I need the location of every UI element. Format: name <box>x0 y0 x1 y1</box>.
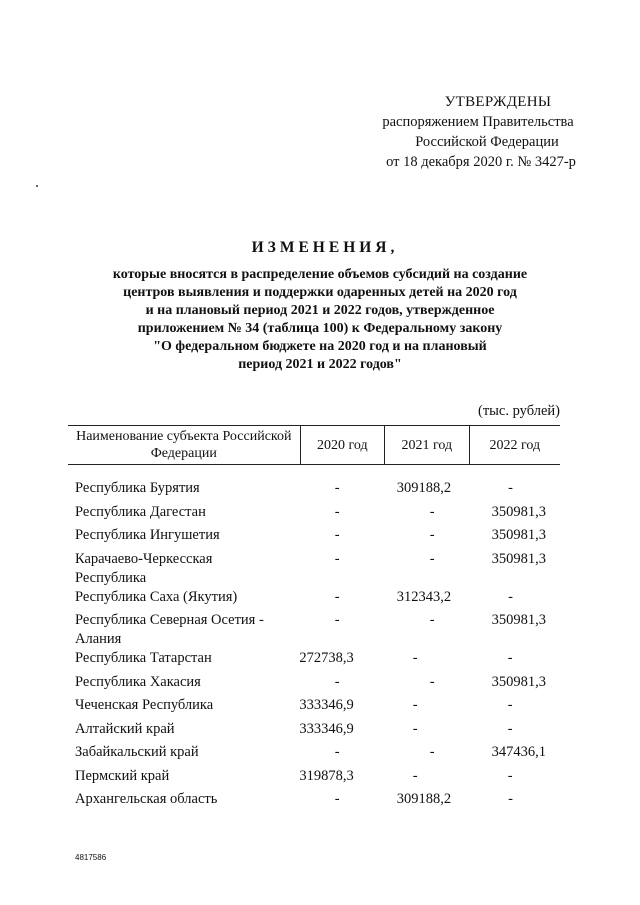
table-row <box>75 767 560 791</box>
value-2021: - <box>429 744 435 760</box>
value-2021: - <box>412 720 418 737</box>
value-2020: - <box>334 744 340 760</box>
region-name: Республика Хакасия <box>75 673 201 690</box>
value-2022: 347436,1 <box>491 744 546 760</box>
value-2020: - <box>334 503 340 520</box>
region-name: Республика Ингушетия <box>75 527 220 543</box>
document-title: ИЗМЕНЕНИЯ, <box>251 239 399 256</box>
subtitle-line: и на плановый период 2021 и 2022 годов, утвержденное <box>145 303 495 318</box>
table-body <box>75 479 560 814</box>
table-row <box>75 550 560 588</box>
table-row <box>75 743 560 767</box>
column-header-2020: 2020 год <box>300 426 384 464</box>
approval-heading: УТВЕРЖДЕНЫ <box>444 94 552 110</box>
table-row <box>75 720 560 744</box>
value-2022: 350981,3 <box>491 673 546 690</box>
value-2020: - <box>334 673 340 690</box>
value-2020: - <box>334 588 340 605</box>
value-2021: - <box>412 767 418 784</box>
region-name: Республика Бурятия <box>75 480 200 496</box>
approval-line: распоряжением Правительства <box>382 114 574 130</box>
subtitle-line: которые вносятся в распределение объемов субсидий на создание <box>112 267 528 282</box>
value-2021: - <box>429 527 435 543</box>
approval-line: Российской Федерации <box>415 134 559 150</box>
value-2020: 272738,3 <box>299 650 354 666</box>
approval-line: от 18 декабря 2020 г. № 3427-р <box>386 154 576 170</box>
table-row <box>75 479 560 503</box>
value-2020: - <box>334 480 340 496</box>
region-name: Республика Дагестан <box>75 503 206 520</box>
value-2020: 319878,3 <box>299 767 354 784</box>
table-row <box>75 588 560 612</box>
value-2021: - <box>429 612 435 628</box>
column-header-2022: 2022 год <box>469 426 560 464</box>
table-row <box>75 790 560 814</box>
table-row <box>75 611 560 649</box>
value-2021: 309188,2 <box>396 480 452 496</box>
table-row <box>75 503 560 527</box>
table-row <box>75 673 560 697</box>
value-2022: - <box>508 791 513 807</box>
margin-mark <box>36 185 38 187</box>
approval-stamp <box>300 92 616 172</box>
region-name: Пермский край <box>75 767 170 784</box>
region-name: Забайкальский край <box>75 744 199 760</box>
region-name: Алтайский край <box>75 720 175 737</box>
value-2020: - <box>334 550 340 567</box>
value-2022: - <box>507 650 513 666</box>
value-2021: - <box>429 503 435 520</box>
value-2022: 350981,3 <box>491 527 546 543</box>
region-name: Республика Саха (Якутия) <box>75 588 238 605</box>
document-subtitle <box>60 266 580 374</box>
value-2021: - <box>429 550 435 567</box>
value-2022: - <box>507 697 513 713</box>
subtitle-line: период 2021 и 2022 годов" <box>238 357 402 372</box>
value-2022: 350981,3 <box>491 503 546 520</box>
value-2022: - <box>508 588 513 605</box>
value-2022: - <box>507 720 513 737</box>
value-2021: - <box>429 673 435 690</box>
table-row <box>75 526 560 550</box>
region-name: Чеченская Республика <box>75 697 214 713</box>
value-2020: - <box>334 527 340 543</box>
value-2022: - <box>507 767 513 784</box>
region-name: Республика Татарстан <box>75 650 212 666</box>
value-2020: - <box>334 791 340 807</box>
value-2020: 333346,9 <box>299 697 354 713</box>
value-2020: - <box>334 612 340 628</box>
column-header-name: Наименование субъекта Российской Федерации <box>76 429 292 461</box>
region-name: Карачаево-Черкесская Республика <box>75 550 213 586</box>
region-name: Республика Северная Осетия - Алания <box>75 612 264 647</box>
subtitle-line: центров выявления и поддержки одаренных детей на 2020 год <box>123 285 517 300</box>
value-2021: - <box>412 697 418 713</box>
table-header <box>68 425 560 465</box>
value-2022: - <box>508 480 513 496</box>
value-2022: 350981,3 <box>491 550 546 567</box>
subtitle-line: "О федеральном бюджете на 2020 год и на плановый <box>153 339 487 354</box>
value-2021: 309188,2 <box>396 791 452 807</box>
value-2022: 350981,3 <box>491 612 546 628</box>
subtitle-line: приложением № 34 (таблица 100) к Федеральному закону <box>137 321 503 336</box>
value-2021: - <box>412 650 418 666</box>
units-label: (тыс. рублей) <box>478 403 560 419</box>
region-name: Архангельская область <box>75 791 218 807</box>
table-row <box>75 696 560 720</box>
column-header-2021: 2021 год <box>384 426 468 464</box>
value-2021: 312343,2 <box>396 588 452 605</box>
table-row <box>75 649 560 673</box>
value-2020: 333346,9 <box>299 720 354 737</box>
document-number: 4817586 <box>75 853 107 862</box>
